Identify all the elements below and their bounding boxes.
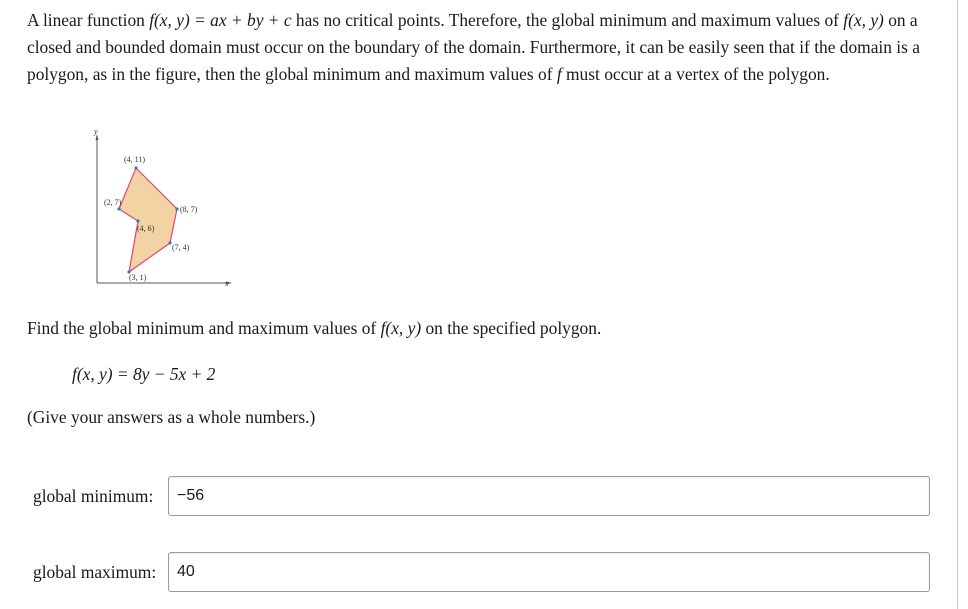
intro-math: f(x, y) = ax + by + c [149, 10, 292, 30]
vertex-label: (4, 6) [137, 224, 155, 233]
global-maximum-input[interactable] [168, 552, 930, 592]
vertex-label: (3, 1) [129, 273, 147, 282]
intro-text: has no critical points. Therefore, the global minimum and maximum values of [291, 10, 844, 30]
intro-text: must occur at a vertex of the polygon. [561, 64, 830, 84]
question-text-part: on the specified polygon. [421, 318, 602, 338]
global-minimum-row [33, 476, 930, 516]
vertex-point [117, 207, 120, 210]
vertex-label: (7, 4) [172, 243, 190, 252]
domain-polygon [119, 168, 177, 272]
vertex-point [175, 207, 178, 210]
intro-text: on a closed and bounded domain must occur on the boundary of the domain. Furthermore, it can be easily seen that if the domain is a polygon, as in the figure, then the global minimum and maximum values of [27, 10, 920, 84]
polygon-figure [80, 128, 250, 298]
y-axis-label: y [94, 128, 98, 136]
intro-text: A linear function [27, 10, 150, 30]
intro-paragraph [27, 7, 937, 88]
answer-hint: (Give your answers as a whole numbers.) [27, 407, 316, 427]
global-maximum-label: global maximum: [33, 561, 157, 582]
polygon-figure-svg [80, 128, 250, 298]
vertex-point [134, 166, 137, 169]
global-minimum-label: global minimum: [33, 485, 154, 506]
x-axis-label: x [225, 279, 229, 288]
vertex-label: (2, 7) [104, 198, 122, 207]
intro-math: f [556, 64, 562, 84]
global-minimum-value: −56 [177, 487, 205, 504]
vertex-point [136, 219, 139, 222]
vertex-label: (8, 7) [180, 205, 198, 214]
global-maximum-row [33, 552, 930, 592]
question-math: f(x, y) [380, 318, 422, 338]
function-formula [72, 361, 215, 388]
function-formula-text: f(x, y) = 8y − 5x + 2 [72, 364, 216, 384]
question-text-part: Find the global minimum and maximum values of [27, 318, 381, 338]
question-text [27, 315, 601, 342]
intro-math: f(x, y) [843, 10, 884, 30]
vertex-label: (4, 11) [124, 155, 146, 164]
global-minimum-input[interactable] [168, 476, 930, 516]
global-maximum-value: 40 [177, 563, 195, 580]
